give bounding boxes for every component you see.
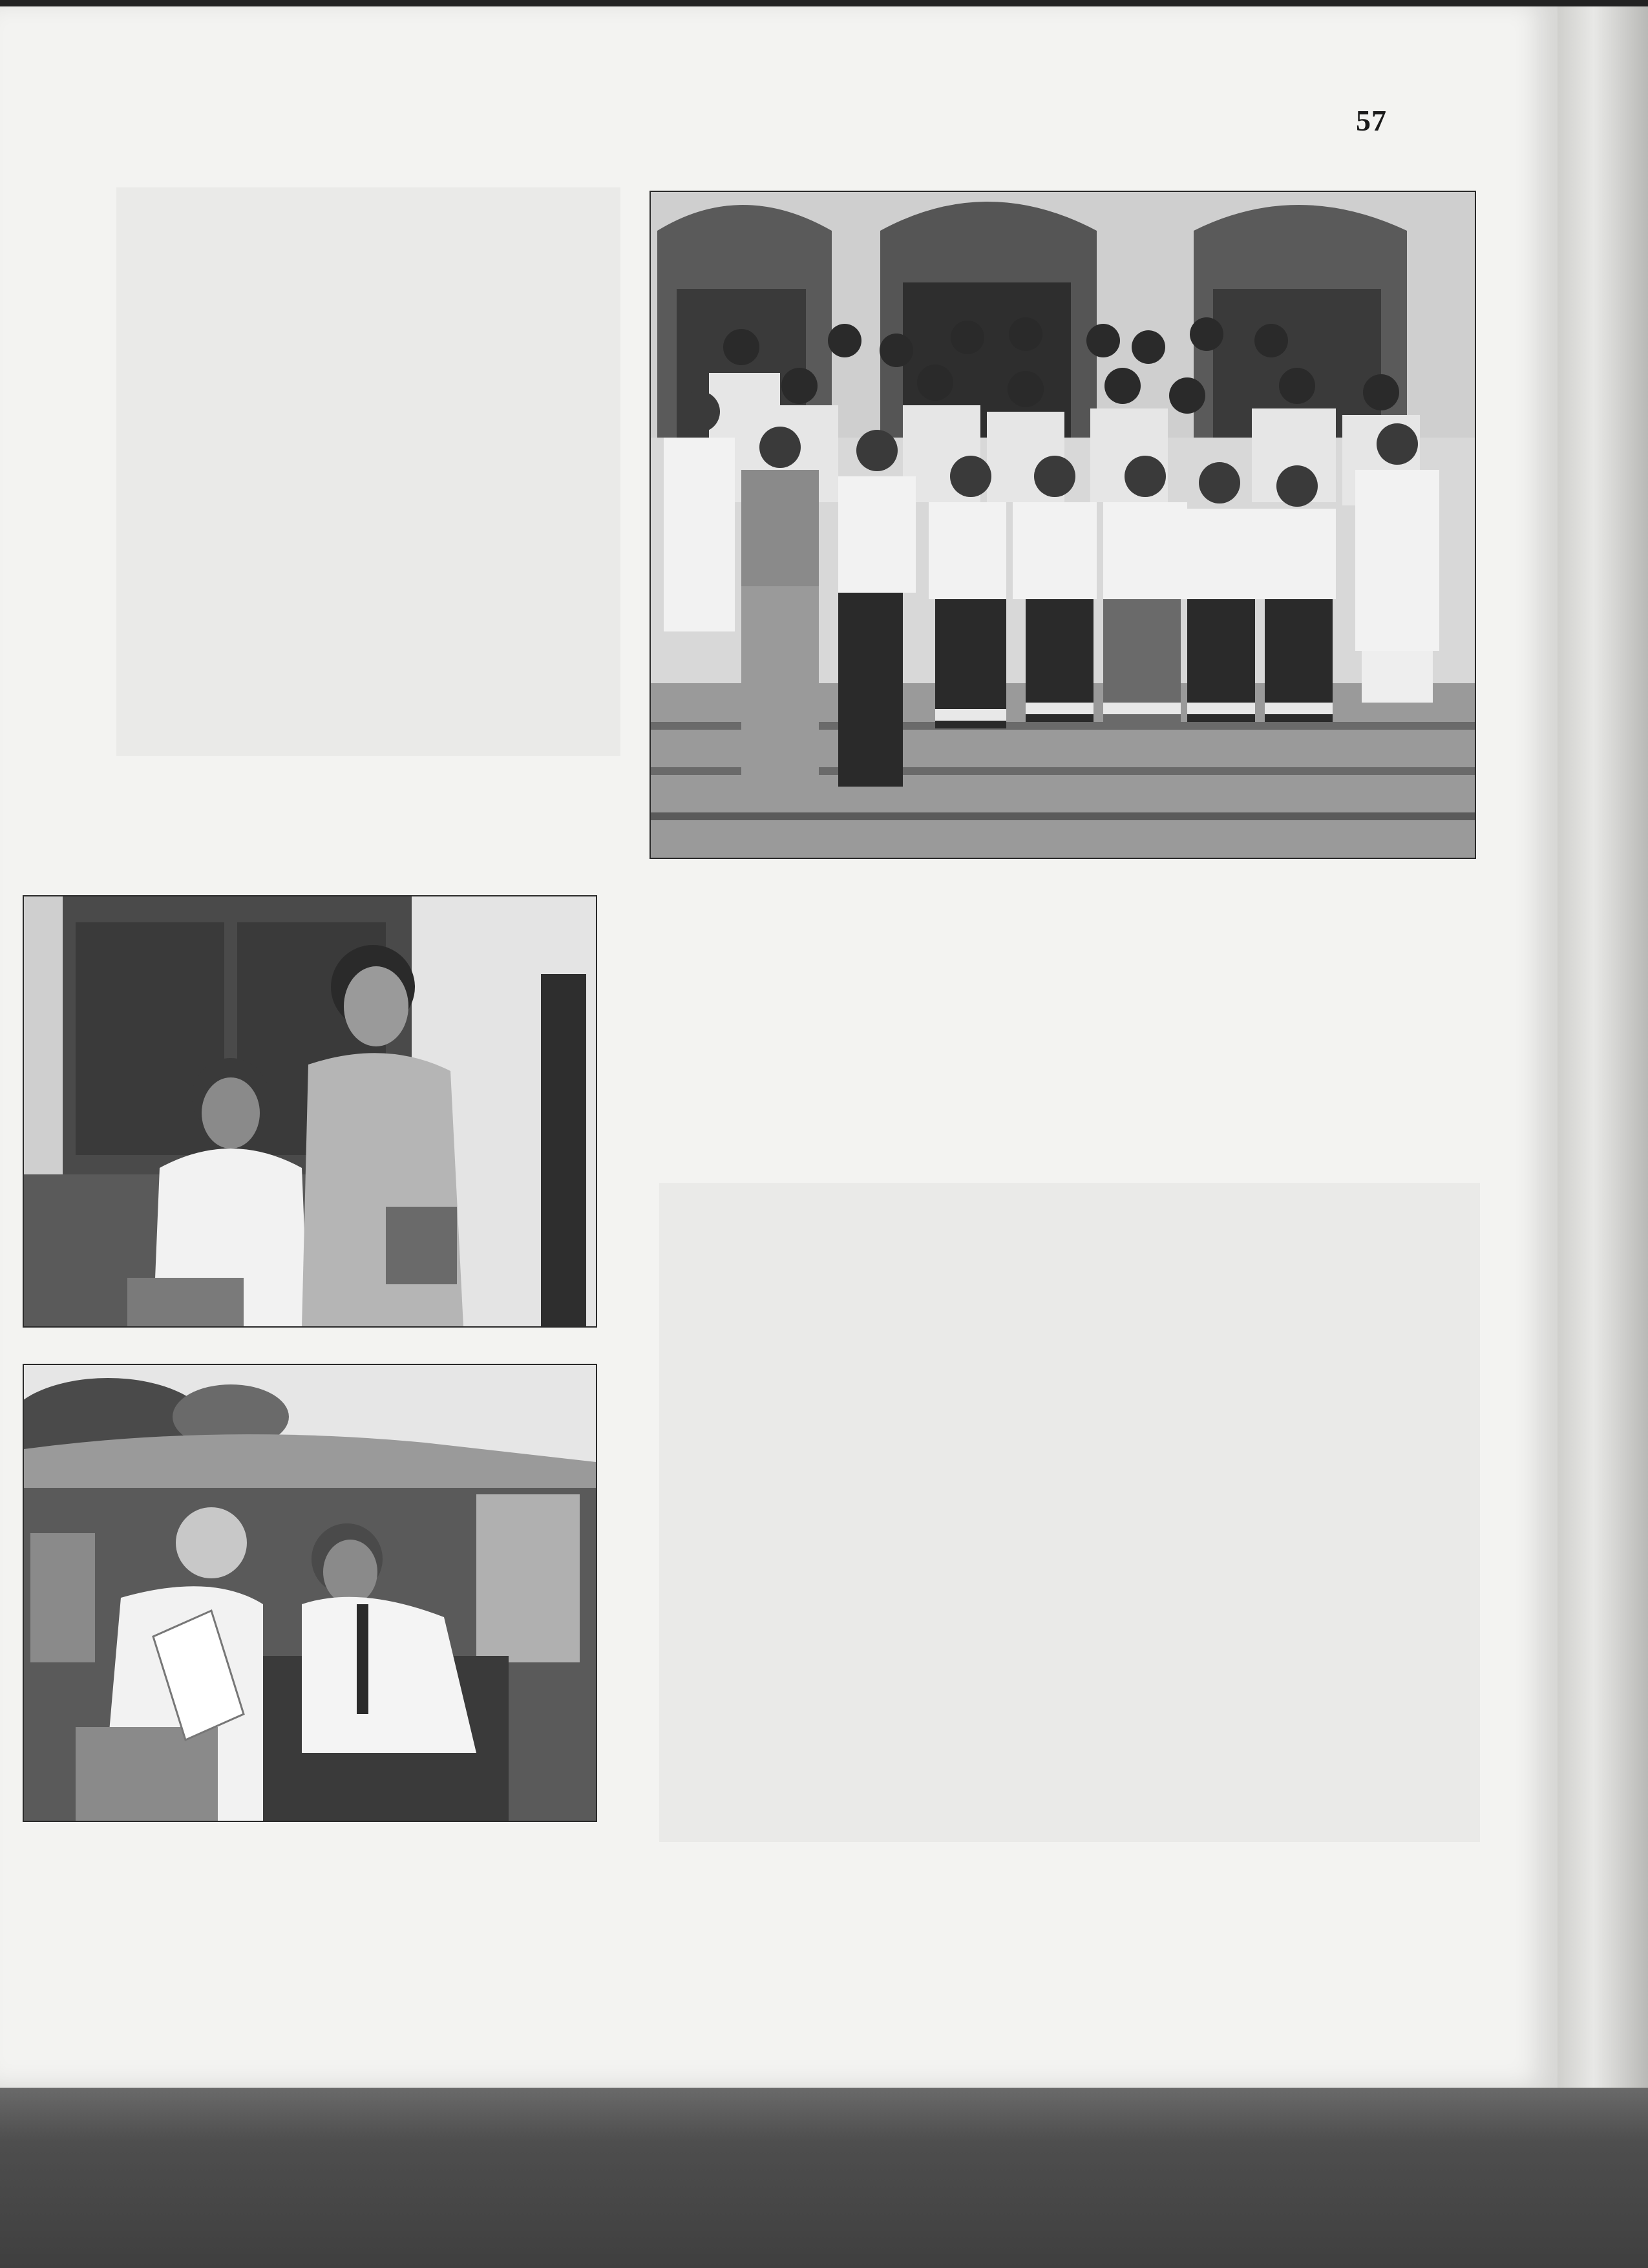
show-through-area <box>116 187 620 756</box>
group-photo <box>650 191 1476 859</box>
jeep-photo <box>23 1364 597 1822</box>
page-number: 57 <box>1356 104 1387 137</box>
scan-top-edge <box>0 0 1648 6</box>
group-photo-image <box>651 192 1475 858</box>
page-edge <box>1558 0 1648 2088</box>
show-through-area <box>659 1183 1480 1842</box>
two-students-image <box>24 896 596 1326</box>
jeep-image <box>24 1365 596 1821</box>
scan-background <box>0 2088 1648 2268</box>
two-students-photo <box>23 895 597 1328</box>
